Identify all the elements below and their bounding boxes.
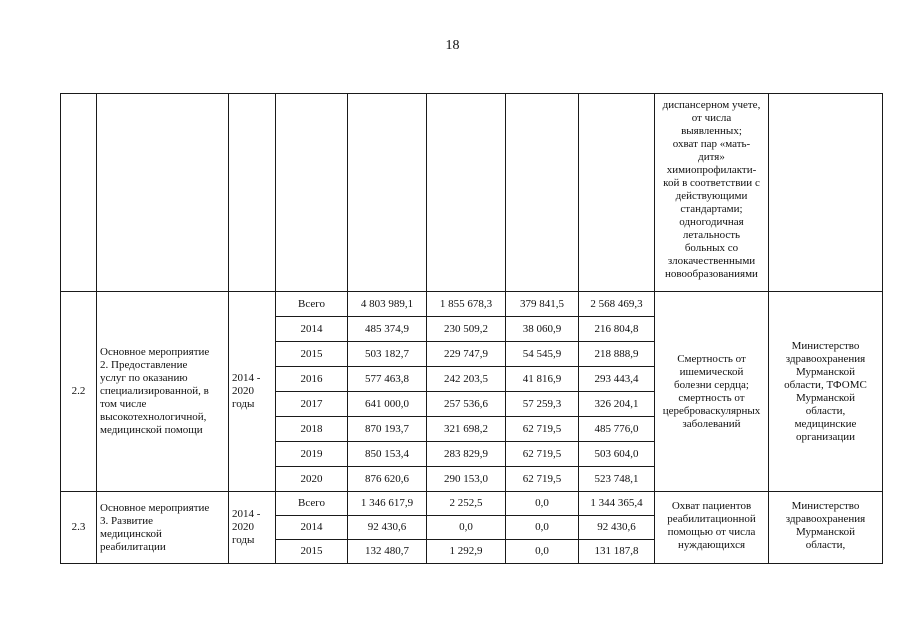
title-line: том числе — [100, 398, 147, 410]
amount-total: 4 803 989,1 — [348, 292, 427, 317]
amount-total: 850 153,4 — [348, 442, 427, 467]
amount-col3: 2 568 469,3 — [579, 292, 655, 317]
cell-empty — [348, 94, 427, 292]
amount-total: 1 346 617,9 — [348, 492, 427, 516]
cell-empty — [61, 94, 97, 292]
executor-line: Министерство — [791, 500, 860, 512]
year-cell: 2016 — [276, 367, 348, 392]
cell-empty — [97, 94, 229, 292]
amount-total: 132 480,7 — [348, 540, 427, 564]
amount-col1: 2 252,5 — [427, 492, 506, 516]
executor-cell — [769, 292, 883, 492]
title-line: специализированной, в — [100, 385, 209, 397]
cell-empty — [276, 94, 348, 292]
indicator-line: диспансерном учете, — [662, 99, 761, 111]
executor-line: Мурманской — [795, 526, 856, 538]
amount-col3: 218 888,9 — [579, 342, 655, 367]
measure-title — [97, 292, 229, 492]
year-cell: 2017 — [276, 392, 348, 417]
title-line: 3. Развитие — [100, 514, 154, 527]
amount-col2: 379 841,5 — [506, 292, 579, 317]
amount-total: 870 193,7 — [348, 417, 427, 442]
year-cell: 2014 — [276, 317, 348, 342]
executor-line: организации — [795, 430, 856, 443]
amount-col1: 242 203,5 — [427, 367, 506, 392]
amount-col3: 485 776,0 — [579, 417, 655, 442]
year-cell: Всего — [276, 492, 348, 516]
amount-col3: 523 748,1 — [579, 467, 655, 492]
cell-empty — [506, 94, 579, 292]
amount-col3: 216 804,8 — [579, 317, 655, 342]
amount-col1: 0,0 — [427, 516, 506, 540]
title-line: 2. Предоставление — [100, 359, 188, 371]
row-number: 2.3 — [61, 492, 97, 564]
amount-col2: 62 719,5 — [506, 442, 579, 467]
amount-col1: 1 855 678,3 — [427, 292, 506, 317]
title-line: Основное мероприятие — [100, 501, 210, 514]
executor-line: медицинские — [794, 417, 857, 430]
indicator-line: летальность — [682, 229, 741, 241]
indicator-line: цереброваскулярных — [662, 404, 761, 417]
amount-total: 577 463,8 — [348, 367, 427, 392]
amount-col2: 57 259,3 — [506, 392, 579, 417]
cell-empty — [427, 94, 506, 292]
amount-total: 876 620,6 — [348, 467, 427, 492]
indicator-line: дитя» — [698, 151, 725, 163]
executor-line: области, — [805, 404, 846, 417]
program-table — [60, 93, 883, 564]
amount-col3: 293 443,4 — [579, 367, 655, 392]
amount-col2: 38 060,9 — [506, 317, 579, 342]
measure-title — [97, 492, 229, 564]
year-cell: 2015 — [276, 540, 348, 564]
amount-col2: 0,0 — [506, 540, 579, 564]
indicator-line: больных со — [684, 242, 739, 254]
amount-total: 92 430,6 — [348, 516, 427, 540]
indicator-line: смертность от — [678, 391, 745, 404]
year-cell: 2020 — [276, 467, 348, 492]
year-cell: 2019 — [276, 442, 348, 467]
year-cell: 2014 — [276, 516, 348, 540]
period-line: 2014 - — [232, 372, 261, 384]
executor-line: здравоохранения — [785, 513, 866, 525]
period-line: 2020 — [232, 385, 254, 397]
indicator-line: охват пар «мать- — [672, 138, 751, 150]
title-line: медицинской помощи — [100, 424, 203, 436]
period-cell — [229, 292, 276, 492]
executor-line: области, — [805, 539, 846, 551]
indicator-line: выявленных; — [681, 125, 742, 137]
table-row-continuation — [61, 94, 883, 292]
row-number: 2.2 — [61, 292, 97, 492]
indicator-line: химиопрофилакти- — [666, 164, 757, 176]
indicator-line: кой в соответствии с — [663, 177, 760, 189]
amount-col1: 230 509,2 — [427, 317, 506, 342]
amount-total: 641 000,0 — [348, 392, 427, 417]
indicator-cell — [655, 94, 769, 292]
amount-col2: 62 719,5 — [506, 417, 579, 442]
indicator-line: действующими — [675, 190, 748, 202]
amount-col2: 41 816,9 — [506, 367, 579, 392]
executor-line: Министерство — [791, 339, 860, 352]
indicator-line: одногодичная — [679, 216, 744, 228]
year-cell: 2018 — [276, 417, 348, 442]
executor-cell — [769, 492, 883, 564]
indicator-line: болезни сердца; — [673, 378, 749, 391]
indicator-cell — [655, 492, 769, 564]
period-line: годы — [232, 534, 255, 546]
amount-col1: 290 153,0 — [427, 467, 506, 492]
cell-empty — [769, 94, 883, 292]
amount-col3: 92 430,6 — [579, 516, 655, 540]
amount-col2: 54 545,9 — [506, 342, 579, 367]
indicator-line: нуждающихся — [677, 539, 746, 551]
indicator-line: реабилитационной — [667, 513, 756, 525]
indicator-line: помощью от числа — [667, 526, 756, 538]
indicator-line: Смертность от — [677, 352, 746, 365]
indicator-cell — [655, 292, 769, 492]
indicator-line: злокачественными — [667, 255, 756, 267]
indicator-line: ишемической — [679, 365, 744, 378]
period-line: годы — [232, 398, 255, 410]
indicator-line: стандартами; — [680, 203, 743, 215]
year-cell: Всего — [276, 292, 348, 317]
year-cell: 2015 — [276, 342, 348, 367]
amount-col1: 1 292,9 — [427, 540, 506, 564]
amount-col1: 229 747,9 — [427, 342, 506, 367]
indicator-line: от числа — [691, 112, 732, 124]
table-row — [61, 492, 883, 516]
amount-col3: 1 344 365,4 — [579, 492, 655, 516]
amount-col2: 0,0 — [506, 516, 579, 540]
period-line: 2014 - — [232, 508, 261, 520]
title-line: Основное мероприятие — [100, 346, 210, 358]
amount-col1: 321 698,2 — [427, 417, 506, 442]
title-line: медицинской — [100, 527, 162, 540]
page-number: 18 — [445, 38, 460, 53]
amount-col1: 257 536,6 — [427, 392, 506, 417]
indicator-line: новообразованиями — [665, 268, 758, 280]
period-line: 2020 — [232, 521, 254, 533]
amount-col2: 62 719,5 — [506, 467, 579, 492]
executor-line: Мурманской — [795, 365, 856, 378]
amount-col3: 503 604,0 — [579, 442, 655, 467]
title-line: высокотехнологичной, — [100, 411, 207, 423]
amount-total: 485 374,9 — [348, 317, 427, 342]
amount-col1: 283 829,9 — [427, 442, 506, 467]
title-line: реабилитации — [100, 540, 166, 553]
executor-line: Мурманской — [795, 391, 856, 404]
cell-empty — [579, 94, 655, 292]
executor-line: области, ТФОМС — [784, 378, 867, 391]
amount-col3: 131 187,8 — [579, 540, 655, 564]
indicator-line: заболеваний — [682, 417, 741, 430]
title-line: услуг по оказанию — [100, 372, 188, 384]
period-cell — [229, 492, 276, 564]
amount-col3: 326 204,1 — [579, 392, 655, 417]
cell-empty — [229, 94, 276, 292]
table-row — [61, 292, 883, 317]
amount-col2: 0,0 — [506, 492, 579, 516]
indicator-line: Охват пациентов — [671, 500, 752, 512]
amount-total: 503 182,7 — [348, 342, 427, 367]
executor-line: здравоохранения — [785, 352, 866, 365]
